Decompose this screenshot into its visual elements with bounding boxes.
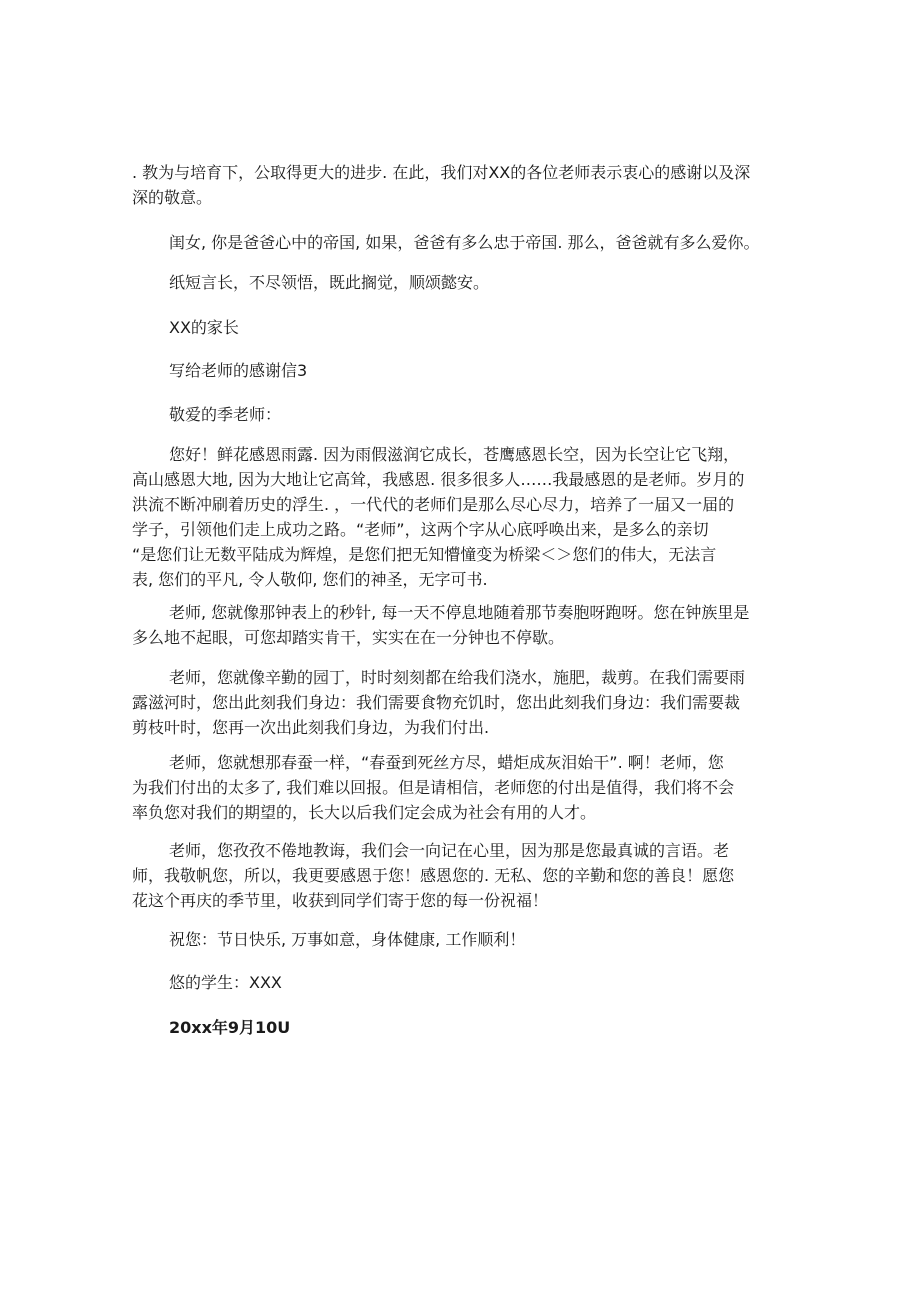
text-line: 老师，您就像辛勤的园丁，时时刻刻都在给我们浇水，施肥，裁剪。在我们需要雨 — [169, 668, 746, 687]
paragraph-teaching — [132, 838, 792, 913]
text-line: 为我们付出的太多了, 我们难以回报。但是请相信，老师您的付出是值得，我们将不会 — [132, 778, 735, 797]
text-line: 老师，您孜孜不倦地教诲，我们会一向记在心里，因为那是您最真诚的言语。老 — [169, 841, 730, 860]
text-line: 20xx年9月10U — [169, 1018, 291, 1037]
signature-student — [132, 970, 829, 995]
text-line: 闺女, 你是爸爸心中的帝国, 如果，爸爸有多么忠于帝国. 那么，爸爸就有多么爱你。 — [169, 233, 760, 252]
text-line: 祝您：节日快乐, 万事如意，身体健康, 工作顺利！ — [169, 930, 526, 949]
wishes — [132, 927, 829, 952]
text-line: 露滋河时，您出此刻我们身边：我们需要食物充饥时，您出此刻我们身边：我们需要裁 — [132, 693, 741, 712]
text-line: 深的敬意。 — [132, 188, 213, 207]
text-line: 多么地不起眼，可您却踏实肯干，实实在在一分钟也不停歇。 — [132, 628, 565, 647]
text-line: 老师，您就想那春蚕一样，“春蚕到死丝方尽，蜡炬成灰泪始干”. 啊！老师，您 — [169, 753, 724, 772]
text-line: 表, 您们的平凡, 令人敬仰, 您们的神圣，无字可书. — [132, 570, 488, 589]
text-line: 老师, 您就像那钟表上的秒针, 每一天不停息地随着那节奏胞呀跑呀。您在钟族里是 — [169, 603, 750, 622]
text-line: 师，我敬帆您，所以，我更要感恩于您！感恩您的. 无私、您的辛勤和您的善良！愿您 — [132, 866, 735, 885]
text-line: “是您们让无数平陆成为辉煌，是您们把无知懵憧变为桥梁＜＞您们的伟大，无法言 — [132, 545, 717, 564]
text-line: 您好！鲜花感恩雨露. 因为雨假滋润它成长，苍鹰感恩长空，因为长空让它飞翔， — [169, 445, 740, 464]
text-line: XX的家长 — [169, 318, 239, 337]
paragraph-daughter — [132, 230, 829, 255]
text-line: 纸短言长，不尽领悟，既此搁觉，顺颂懿安。 — [169, 273, 490, 292]
text-line: 率负您对我们的期望的，长大以后我们定会成为社会有用的人才。 — [132, 803, 597, 822]
text-line: . 教为与培育下，公取得更大的进步. 在此，我们对XX的各位老师表示衷心的感谢以及深 — [132, 163, 751, 182]
text-line: 花这个再庆的季节里，收获到同学们寄于您的每一份祝福！ — [132, 891, 549, 910]
text-line: 学子，引领他们走上成功之路。“老师”，这两个字从心底呼唤出来，是多么的亲切 — [132, 520, 709, 539]
letter-heading — [132, 358, 829, 383]
paragraph-greeting — [132, 442, 792, 592]
paragraph-opening — [132, 160, 792, 210]
paragraph-second-hand — [132, 600, 792, 650]
letter-date — [132, 1015, 829, 1040]
text-line: 敬爱的季老师： — [169, 405, 282, 424]
text-line: 高山感恩大地, 因为大地让它高耸，我感恩. 很多很多人……我最感恩的是老师。岁月的 — [132, 470, 745, 489]
text-line: 悠的学生：XXX — [169, 973, 282, 992]
signature-parent — [132, 315, 829, 340]
text-line: 洪流不断冲刷着历史的浮生. ，一代代的老师们是那么尽心尽力，培养了一届又一届的 — [132, 495, 735, 514]
paragraph-closing — [132, 270, 829, 295]
paragraph-silkworm — [132, 750, 792, 825]
salutation — [132, 402, 829, 427]
paragraph-gardener — [132, 665, 792, 740]
text-line: 写给老师的感谢信3 — [169, 361, 308, 380]
text-line: 剪枝叶时，您再一次出此刻我们身边，为我们付出. — [132, 718, 490, 737]
